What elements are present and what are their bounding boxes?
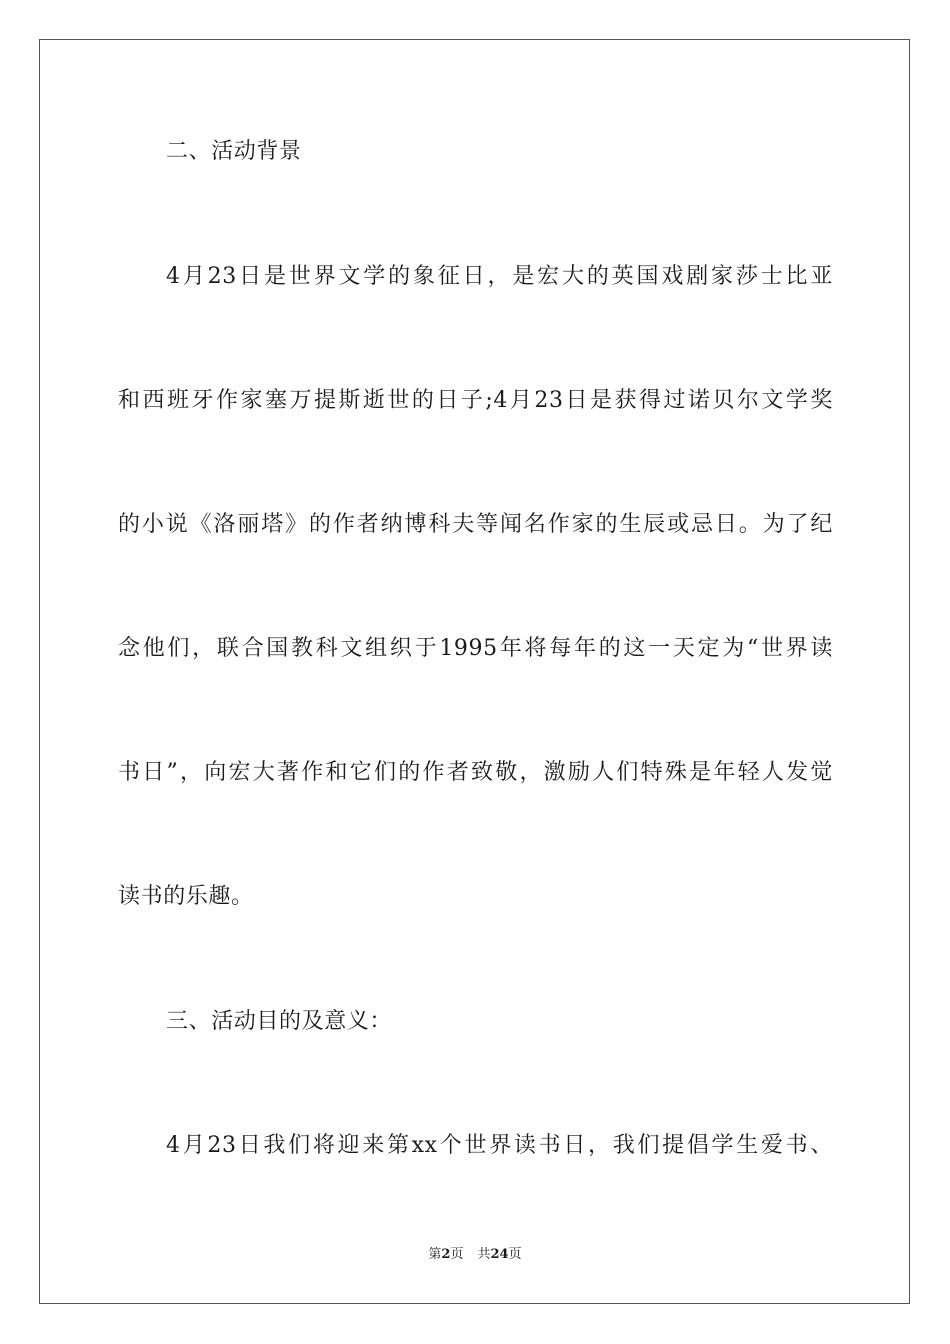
page-label-suffix: 页 [450, 1247, 464, 1262]
paragraph-line: 4月23日是世界文学的象征日，是宏大的英国戏剧家莎士比亚 [166, 264, 833, 289]
paragraph-line: 书日”，向宏大著作和它们的作者致敬，激励人们特殊是年轻人发觉 [118, 760, 833, 785]
total-pages-number: 24 [490, 1247, 509, 1262]
paragraph-line: 读书的乐趣。 [118, 884, 254, 909]
paragraph-line: 念他们，联合国教科文组织于1995年将每年的这一天定为“世界读 [118, 636, 833, 661]
paragraph-line: 和西班牙作家塞万提斯逝世的日子;4月23日是获得过诺贝尔文学奖 [118, 388, 833, 413]
total-label-suffix: 页 [508, 1247, 522, 1262]
paragraph-line: 4月23日我们将迎来第xx个世界读书日，我们提倡学生爱书、 [166, 1133, 833, 1158]
section-heading-background: 二、活动背景 [166, 139, 302, 164]
page-footer [0, 1246, 950, 1264]
section-heading-purpose: 三、活动目的及意义： [166, 1009, 393, 1034]
current-page-number: 2 [441, 1247, 451, 1262]
page-border [39, 39, 910, 1304]
total-label-prefix: 共 [477, 1247, 491, 1262]
paragraph-line: 的小说《洛丽塔》的作者纳博科夫等闻名作家的生辰或忌日。为了纪 [118, 512, 833, 537]
page-label-prefix: 第 [428, 1247, 442, 1262]
